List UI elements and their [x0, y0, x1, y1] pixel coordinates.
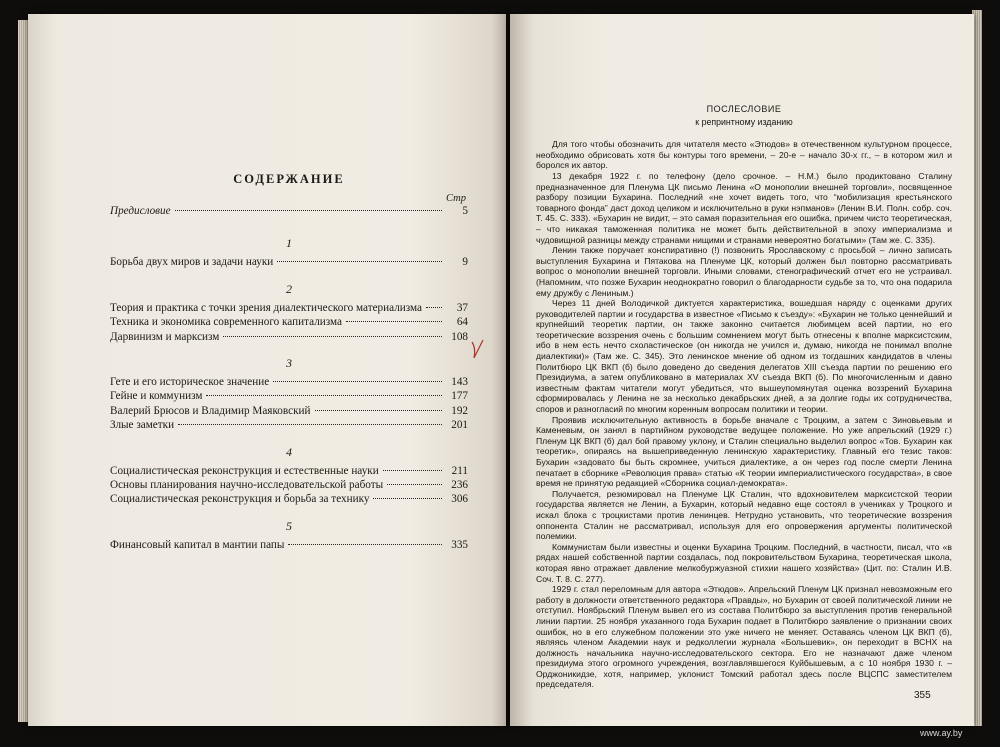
toc-entry [110, 418, 468, 432]
right-page-number: 355 [914, 690, 931, 701]
toc-entry-title: Злые заметки [110, 419, 175, 432]
toc-section-numeral: 3 [286, 356, 292, 371]
toc-entry [110, 389, 468, 403]
toc-leader-dots [223, 336, 442, 337]
toc-leader-dots [273, 381, 442, 382]
toc-entry-title: Финансовый капитал в мантии папы [110, 538, 285, 551]
toc-entry-page: 335 [451, 538, 468, 551]
afterword-subtitle: к репринтному изданию [695, 116, 793, 127]
toc-entry-page: 143 [451, 376, 468, 389]
toc-page-column-header: Стр [446, 193, 466, 204]
toc-entry-title: Техника и экономика современного капитализма [110, 316, 342, 329]
toc-leader-dots [373, 498, 442, 499]
toc-entry-title: Основы планирования научно-исследовательской работы [110, 479, 384, 492]
afterword-paragraph: Ленин также поручает конспиративно (!) позвонить Ярославскому с просьбой – лично записать выступления Бухарина и Пятакова на Пленуме ЦК, который должен был повторно рассматривать вопрос о монополии внешней торговли. Иными словами, стенографический отчет его не устраивал. (Напомним, что позже Бухарин неоднократно говорил о благодарности судьбе за то, что она подарила ему дружбу с Лениным.) [536, 245, 952, 298]
toc-leader-dots [175, 210, 442, 211]
toc-leader-dots [288, 544, 442, 545]
toc-section-numeral: 5 [286, 518, 292, 533]
toc-entry [110, 330, 468, 344]
toc-section-numeral: 1 [286, 236, 292, 251]
afterword-title: ПОСЛЕСЛОВИЕ [706, 104, 782, 114]
toc-sections [110, 236, 468, 552]
table-of-contents [110, 172, 468, 552]
toc-entry-page: 108 [451, 330, 468, 343]
toc-section-numeral: 2 [286, 281, 292, 296]
afterword-paragraph: Через 11 дней Володичкой диктуется характеристика, вошедшая наряду с оценками других руководителей партии и государства в известное «Письмо к съезду»: «Бухарин не только ценнейший и крупнейший теоретик партии, он также законно считается любимцем всей партии, но его теоретические воззрения очень с большим сомнением могут быть отнесены к вполне марксистским, ибо в нем есть нечто схоластическое (он никогда не учился и, думаю, никогда не понимал вполне диалектики)» (Там же. С. 345). Это ленинское мнение об одном из тогдашних кандидатов в члены Политбюро ЦК ВКП (б) было доведено до сведения делегатов XIII съезда партии по решению его Президиума, а затем опубликовано в материалах XV съезда ВКП (б). По многочисленным и давно известным фактам читатели могут убедиться, что вышеупомянутая оценка воззрений Бухарина сформировалась у Ленина не за несколько декабрьских дней, а за долгие годы их сотрудничества, споров и разногласий по многим коренным вопросам политики и теории. [536, 298, 952, 415]
toc-entry-title: Социалистическая реконструкция и естественные науки [110, 464, 379, 477]
toc-entry-title: Социалистическая реконструкция и борьба за технику [110, 493, 370, 506]
toc-entry [110, 492, 468, 506]
toc-entry-page: 37 [456, 301, 468, 314]
pencil-tick-mark [470, 338, 484, 360]
afterword-paragraph: 13 декабря 1922 г. по телефону (дело срочное. – Н.М.) было продиктовано Сталину предназначенное для Пленума ЦК письмо Ленина «О монополии внешней торговли», посвященное разбору позиции Бухарина. Последний «не хочет видеть того, что “мобилизация крестьянского товарного фонда” даст доход целиком и исключительно в руки нэпманов» (Ленин В.И. Полн. собр. соч. Т. 45. С. 333). «Бухарин не видит, – это самая поразительная его ошибка, причем чисто теоретическая, – что никакая таможенная политика не может быть действительной в эпоху империализма и чудовищной разницы между странами нищими и странами невероятно богатыми» (Там же. С. 335). [536, 170, 952, 245]
toc-title: СОДЕРЖАНИЕ [233, 172, 345, 186]
toc-leader-dots [387, 484, 442, 485]
afterword-paragraph: 1929 г. стал переломным для автора «Этюдов». Апрельский Пленум ЦК признал невозможным его работу в должности ответственного редактора «Правды», но Бухарин от своей политической линии не отступил. Ноябрьский Пленум вывел его из состава Политбюро за выступления против генеральной линии партии. 25 ноября указанного года Бухарин подает в Политбюро заявление о признании своих ошибок, но в его служебном положении это уже ничего не меняет. Оставаясь членом ЦК ВКП (б), являясь членом Академии наук и редколлегии журнала «Большевик», он переходит в ВСНХ на должность начальника научно-исследовательского сектора. Его не назначают даже членом президиума этого огромного учреждения, возглавлявшегося Куйбышевым, а с 10 ноября 1930 г. – Орджоникидзе, хотя, например, уклонист Томский работал здесь после ВЦСПС заместителем председателя. [536, 584, 952, 690]
toc-entry [110, 301, 468, 315]
toc-entry-title: Предисловие [110, 205, 171, 217]
afterword-paragraph: Коммунистам были известны и оценки Бухарина Троцким. Последний, в частности, писал, что «в рядах нашей собственной партии создалась, под покровительством Бухарина, теоретическая школа, которая явно отражает давление мелкобуржуазной стихии нашего хозяйства» (Цит. по: Сталин И.В. Соч. Т. 8. С. 277). [536, 541, 952, 584]
toc-entry-title: Гейне и коммунизм [110, 390, 203, 403]
toc-leader-dots [277, 261, 442, 262]
toc-entry-title: Валерий Брюсов и Владимир Маяковский [110, 404, 311, 417]
afterword-text [536, 104, 952, 690]
toc-entry [110, 315, 468, 329]
toc-entry-title: Теория и практика с точки зрения диалектического материализма [110, 301, 422, 314]
toc-entry-page: 211 [451, 464, 468, 477]
toc-section-numeral: 4 [286, 444, 292, 459]
toc-leader-dots [346, 321, 442, 322]
toc-leader-dots [426, 307, 442, 308]
toc-entry-title: Борьба двух миров и задачи науки [110, 256, 274, 269]
toc-leader-dots [206, 395, 442, 396]
afterword-paragraph: Для того чтобы обозначить для читателя место «Этюдов» в отечественном культурном процессе, необходимо обрисовать хотя бы контуры того времени, – 20-е – начало 30-х гг., – в котором жил и боролся их автор. [536, 139, 952, 171]
toc-entry-title: Гете и его историческое значение [110, 376, 270, 389]
toc-entry [110, 478, 468, 492]
toc-entry-page: 64 [456, 316, 468, 329]
watermark: www.ay.by [920, 728, 963, 738]
toc-leader-dots [383, 470, 442, 471]
afterword-paragraphs [536, 139, 952, 690]
toc-entry-page: 5 [462, 205, 468, 217]
toc-leader-dots [178, 424, 442, 425]
toc-entry [110, 464, 468, 478]
toc-entry [110, 255, 468, 269]
toc-entry-page: 192 [451, 404, 468, 417]
toc-leader-dots [315, 410, 443, 411]
afterword-paragraph: Проявив исключительную активность в борьбе вначале с Троцким, а затем с Зиновьевым и Каменевым, он занял в партийном руководстве ведущее положение. Но уже апрельский (1929 г.) Пленум ЦК ВКП (б) дал бой правому уклону, и Сталин специально выделил вопрос «Тов. Бухарин как теоретик», опираясь на вышеприведенную ленинскую характеристику. Главный его тезис таков: Бухарин «задовато бы быть скромнее, учиться диалектике, а он через год после смерти Ленина печатает в сборнике «Революция права» статью «К теории империалистического государства», в свое время не принятую редакцией «Сборника социал-демократа». [536, 414, 952, 489]
toc-entry-title: Дарвинизм и марксизм [110, 330, 220, 343]
toc-entry [110, 404, 468, 418]
toc-entry-page: 9 [462, 256, 468, 269]
toc-entry-page: 236 [451, 479, 468, 492]
toc-entry [110, 538, 468, 552]
toc-entry-preface [110, 204, 468, 218]
toc-entry-page: 306 [451, 493, 468, 506]
toc-entry-page: 201 [451, 419, 468, 432]
afterword-paragraph: Получается, резюмировал на Пленуме ЦК Сталин, что вдохновителем марксистской теории государства является не Ленин, а Бухарин, который недавно еще состоял в учениках у Троцкого и искал блока с троцкистами против ленинцев. Нетрудно установить, что теоретические воззрения оппонента Сталин не рассматривал, используя для его опровержения аргументы политической полемики. [536, 488, 952, 542]
toc-entry-page: 177 [451, 390, 468, 403]
toc-entry [110, 375, 468, 389]
